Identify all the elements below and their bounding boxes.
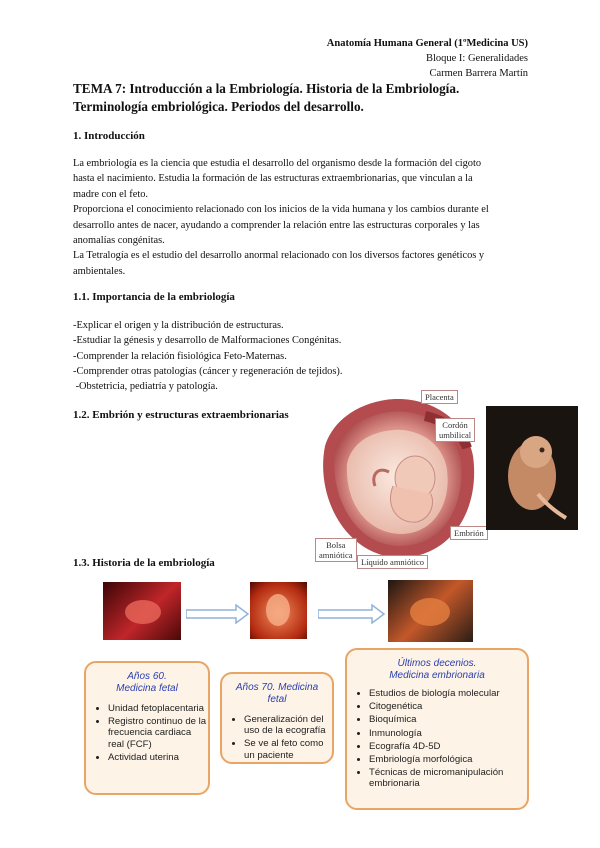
list-item: • Técnicas de micromanipulación embrionaria <box>369 767 527 789</box>
list-item: • Inmunología <box>369 728 527 739</box>
box-title <box>222 682 332 706</box>
label-amniotic-fluid: Líquido amniótico <box>357 555 428 569</box>
text-line: madre con el feto. <box>73 188 149 200</box>
text-line: ambientales. <box>73 265 126 277</box>
list-item: -Explicar el origen y la distribución de estructuras. <box>73 320 284 331</box>
page-title <box>73 80 543 115</box>
author-name: Carmen Barrera Martín <box>429 68 528 79</box>
label-amniotic-sac <box>315 538 357 562</box>
list-item: • Generalización del uso de la ecografía <box>244 714 332 736</box>
list-item: • Registro continuo de la frecuencia cardiaca real (FCF) <box>108 716 208 750</box>
box-list <box>86 703 208 763</box>
box-list <box>222 714 332 761</box>
embryo-image-3 <box>388 580 473 642</box>
text-line: La embriología es la ciencia que estudia el desarrollo del organismo desde la formación del cigoto <box>73 158 482 169</box>
list-item: • Actividad uterina <box>108 752 208 763</box>
title-line-2: Terminología embriológica. Periodos del desarrollo. <box>73 98 364 114</box>
arrow-icon <box>186 604 250 624</box>
label-line: umbilical <box>439 430 472 440</box>
label-umbilical-cord <box>435 418 475 442</box>
box-title <box>86 671 208 695</box>
timeline-box-70s <box>220 672 334 764</box>
timeline-image-1 <box>103 582 181 640</box>
list-item: -Estudiar la génesis y desarrollo de Malformaciones Congénitas. <box>73 335 342 347</box>
box-title-line: Medicina embrionaria <box>389 670 485 681</box>
box-title-line: Años 70. Medicina <box>235 682 319 693</box>
box-title <box>347 658 527 682</box>
section-heading-history: 1.3. Historia de la embriología <box>73 557 215 569</box>
section-heading-embryo: 1.2. Embrión y estructuras extraembrionarias <box>73 409 289 421</box>
importance-list <box>73 318 403 394</box>
list-item: • Embriología morfológica <box>369 754 527 765</box>
list-item: • Se ve al feto como un paciente <box>244 738 332 760</box>
box-title-line: Años 60. <box>127 671 167 682</box>
arrow-icon <box>318 604 386 624</box>
timeline-box-60s <box>84 661 210 795</box>
label-line: Bolsa <box>326 540 346 550</box>
box-title-line: Últimos decenios. <box>397 658 477 669</box>
intro-paragraph <box>73 156 528 279</box>
block-name: Bloque I: Generalidades <box>425 53 528 64</box>
document-header <box>327 36 528 81</box>
label-line: amniótica <box>319 550 353 560</box>
text-line: La Tetralogía es el estudio del desarrollo anormal relacionado con los diversos factores genéticos y <box>73 250 485 262</box>
section-heading-importance: 1.1. Importancia de la embriología <box>73 291 235 303</box>
label-placenta: Placenta <box>421 390 458 404</box>
text-line: desarrollo antes de nacer, ayudando a comprender la relación entre las estructuras corporales y las <box>73 219 480 231</box>
list-item: -Obstetricia, pediatría y patología. <box>73 381 218 393</box>
fetus-image-2 <box>250 582 307 639</box>
label-embryo: Embrión <box>450 526 488 540</box>
embryo-photo-image <box>486 406 578 530</box>
course-name: Anatomía Humana General (1ºMedicina US) <box>326 38 528 49</box>
timeline-image-2 <box>250 582 307 639</box>
list-item: • Estudios de biología molecular <box>369 688 527 699</box>
timeline-box-recent <box>345 648 529 810</box>
list-item: • Unidad fetoplacentaria <box>108 703 208 714</box>
box-title-line: fetal <box>267 694 287 705</box>
box-title-line: Medicina fetal <box>116 683 178 694</box>
label-line: Cordón <box>442 420 468 430</box>
list-item: -Comprender otras patologías (cáncer y regeneración de tejidos). <box>73 365 343 377</box>
text-line: Proporciona el conocimiento relacionado con los inicios de la vida humana y los cambios durante el <box>73 204 489 216</box>
box-list <box>347 688 527 790</box>
timeline-image-3 <box>388 580 473 642</box>
list-item: • Ecografía 4D-5D <box>369 741 527 752</box>
embryo-photo <box>486 406 578 530</box>
fetus-image-1 <box>103 582 181 640</box>
list-item: • Citogenética <box>369 701 527 712</box>
text-line: hasta el nacimiento. Estudia la formación de las estructuras extraembrionarias, que vinculan a la <box>73 173 473 185</box>
section-heading-intro: 1. Introducción <box>73 130 145 142</box>
list-item: -Comprender la relación fisiológica Feto-Maternas. <box>73 350 287 362</box>
list-item: • Bioquímica <box>369 714 527 725</box>
text-line: anomalías congénitas. <box>73 235 165 247</box>
title-line-1: TEMA 7: Introducción a la Embriología. Historia de la Embriología. <box>73 81 460 96</box>
